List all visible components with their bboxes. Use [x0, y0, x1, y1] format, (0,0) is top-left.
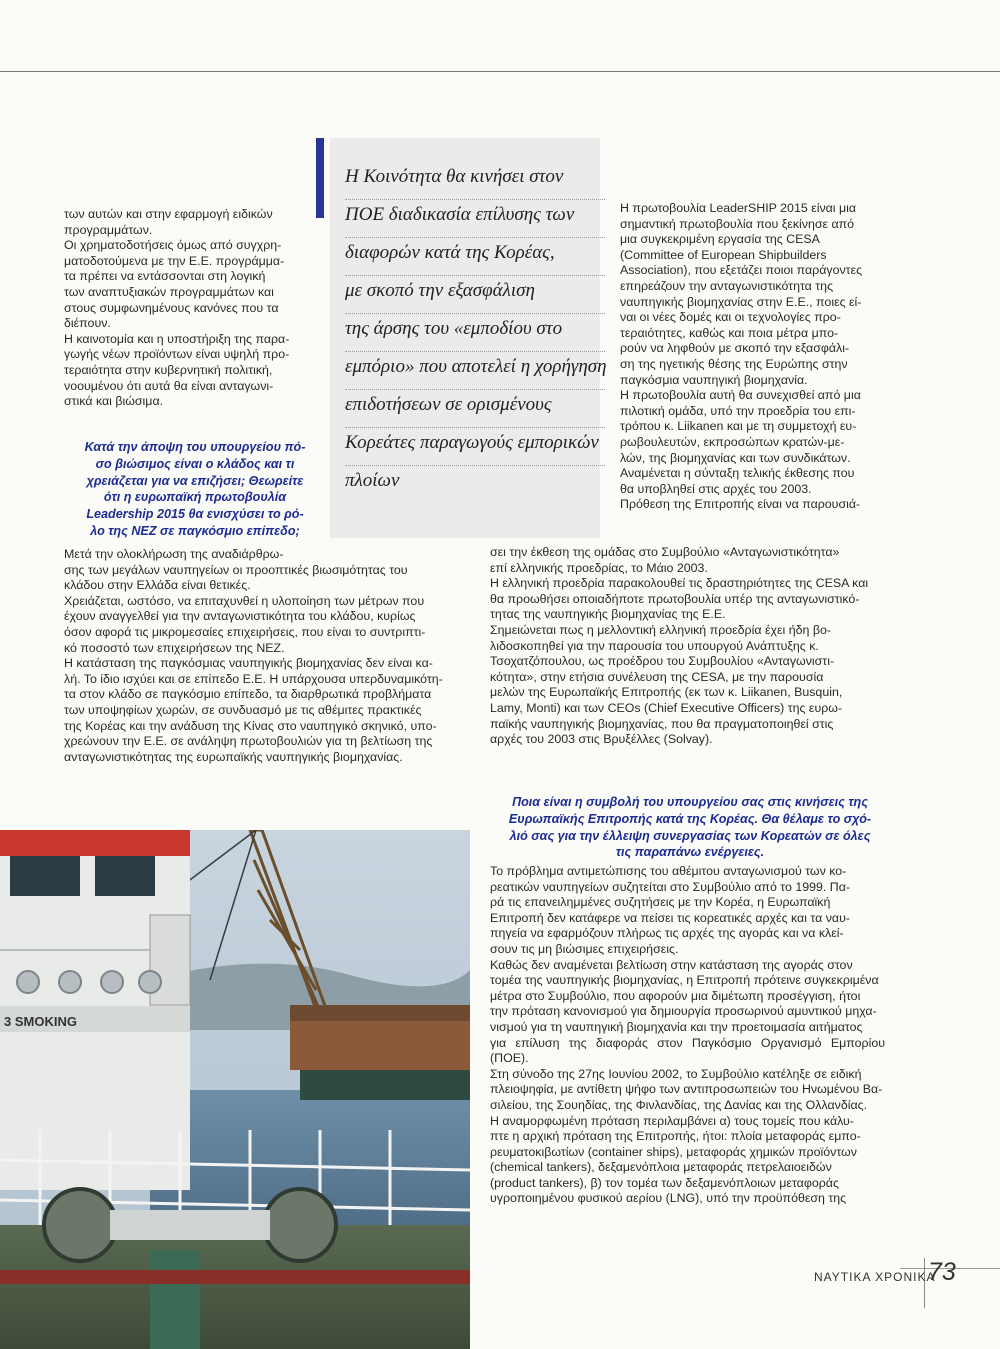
text-line: σημαντική πρωτοβουλία που ξεκίνησε από: [620, 216, 855, 231]
text-line: τητας της ναυπηγικής βιομηχανίας της Ε.Ε.: [490, 607, 726, 622]
text-line: νοουμένου ότι αυτά θα είναι ανταγωνι-: [64, 378, 274, 393]
text-line: μέτρα στο Συμβούλιο, που αφορούν μια διμέτωπη προσέγγιση, ήτοι: [490, 988, 861, 1003]
text-line: τα πρέπει να εντάσσονται στη λογική: [64, 269, 266, 284]
text-line: προγραμμάτων.: [64, 222, 153, 237]
text-line: με σκοπό την εξασφάλιση: [345, 276, 605, 314]
text-line: λιό σας για την έλλειψη συνεργασίας των Κορεατών σε όλες: [509, 828, 871, 843]
text-line: αρχές του 2003 στις Βρυξέλλες (Solvay).: [490, 732, 713, 747]
magazine-name: ΝΑΥΤΙΚΑ ΧΡΟΝΙΚΑ: [814, 1270, 936, 1284]
answer-2-text: [490, 864, 885, 1207]
text-line: των υποψηφίων χωρών, σε συνδυασμό με τις αθέμιτες πρακτικές: [64, 702, 422, 717]
text-line: σει την έκθεση της ομάδας στο Συμβούλιο «Ανταγωνιστικότητα»: [490, 545, 840, 559]
text-line: της άρσης του «εμποδίου στο: [345, 314, 605, 352]
text-line: σιλείου, της Σουηδίας, της Φινλανδίας, της Δανίας και της Ολλανδίας.: [490, 1097, 868, 1112]
text-line: Η πρωτοβουλία αυτή θα συνεχισθεί από μια: [620, 388, 861, 403]
text-line: εμπόριο» που αποτελεί η χορήγηση: [345, 352, 605, 390]
text-line: Lamy, Monti) και των CEOs (Chief Executive Officers) της ευρω-: [490, 700, 843, 715]
text-line: ματοδοτούμενα με την Ε.Ε. προγράμμα-: [64, 253, 285, 268]
text-line: ρεατικών ναυπηγείων συζητείται στο Συμβούλιο από το 1999. Πα-: [490, 879, 851, 894]
text-line: Επιτροπή δεν κατάφερε να πείσει τις κορεατικές αρχές και τα ναυ-: [490, 910, 850, 925]
text-line: παϊκής ναυπηγικής βιομηχανίας, που θα πραγματοποιηθεί στις: [490, 716, 834, 731]
text-line: ΠΟΕ διαδικασία επίλυσης των: [345, 200, 605, 238]
text-line: πτε η αρχική πρόταση της Επιτροπής, ήτοι: πλοία μεταφοράς εμπο-: [490, 1129, 861, 1144]
top-rule: [0, 71, 1000, 72]
text-line: διέπουν.: [64, 316, 111, 331]
text-line: Κατά την άποψη του υπουργείου πό-: [84, 440, 306, 454]
question-2: [490, 794, 890, 861]
text-line: των αναπτυξιακών προγραμμάτων και: [64, 284, 274, 299]
text-line: χρεώνουν την Ε.Ε. σε ανάληψη πρωτοβουλιών για τη βελτίωση της: [64, 734, 433, 749]
pull-quote-accent-bar: [316, 138, 324, 218]
text-line: Ποια είναι η συμβολή του υπουργείου σας στις κινήσεις της: [512, 795, 868, 809]
text-line: την πρόταση κανονισμού για δημιουργία προσωρινού αμυντικού μηχα-: [490, 1004, 877, 1019]
text-line: κότητα», στην ετήσια συνέλευση της CESA, με την παρουσία: [490, 669, 824, 684]
text-line: Ευρωπαϊκής Επιτροπής κατά της Κορέας. Θα θέλαμε το σχό-: [508, 811, 872, 826]
text-line: ρούν να ληφθούν με σκοπό την εξασφάλι-: [620, 341, 850, 356]
text-line: Κορεάτες παραγωγούς εμπορικών: [345, 428, 605, 466]
left-column-text: [64, 207, 309, 410]
text-line: μια συγκεκριμένη εργασία της CESA: [620, 232, 820, 247]
text-line: Καθώς δεν αναμένεται βελτίωση στην κατάσταση της αγοράς στον: [490, 957, 853, 972]
right-column-text: [620, 201, 872, 513]
text-line: Πρόθεση της Επιτροπής είναι να παρουσιά-: [620, 497, 861, 512]
ship-photo: [0, 830, 470, 1349]
text-line: ση της ηγετικής θέσης της Ευρώπης στην: [620, 356, 848, 371]
text-line: (Committee of European Shipbuilders: [620, 247, 827, 262]
text-line: στικά και βιώσιμα.: [64, 394, 164, 409]
text-line: σουν τις μη βιώσιμες επιχειρήσεις.: [490, 941, 679, 956]
text-line: κό ποσοστό των επιχειρήσεων της ΝΕΖ.: [64, 640, 285, 655]
text-line: όσον αφορά τις μικρομεσαίες επιχειρήσεις, που είναι το συντριπτι-: [64, 624, 426, 639]
text-line: λο της ΝΕΖ σε παγκόσμιο επίπεδο;: [90, 523, 300, 538]
text-line: Η κατάσταση της παγκόσμιας ναυπηγικής βιομηχανίας δεν είναι κα-: [64, 656, 433, 671]
text-line: στους συμφωνημένους κανόνες που τα: [64, 300, 279, 315]
wide-text: [490, 545, 877, 748]
text-line: τεραιότητες, καθώς και ποια μέτρα μπο-: [620, 325, 839, 340]
text-line: γωγής νέων προϊόντων είναι υψηλή προ-: [64, 347, 290, 362]
text-line: πηγεία να εφαρμόζουν πλήρως τις αρχές της αγοράς και να κλεί-: [490, 926, 844, 941]
text-line: της Κορέας και την ανάδυση της Κίνας στο ναυπηγικό σκηνικό, υπο-: [64, 718, 437, 733]
text-line: τις παραπάνω ενέργειες.: [615, 845, 765, 860]
text-line: Στη σύνοδο της 27ης Ιουνίου 2002, το Συμβούλιο κατέληξε σε ειδική: [490, 1066, 862, 1081]
text-line: ρά τις επανειλημμένες συζητήσεις με την Κορέα, η Ευρωπαϊκή: [490, 895, 831, 910]
text-line: ναι οι νέες δομές και οι τεχνολογίες προ-: [620, 310, 841, 325]
text-line: Association), που εξετάζει ποιοι παράγοντες: [620, 263, 863, 278]
text-line: Χρειάζεται, ωστόσο, να επιταχυνθεί η υλοποίηση των μέτρων που: [64, 593, 425, 608]
question-1: [70, 439, 320, 540]
text-line: λιδοσκοπηθεί για την παρουσία του υπουργού Ανάπτυξης κ.: [490, 638, 819, 653]
text-line: ανταγωνιστικότητας της ευρωπαϊκής ναυπηγικής βιομηχανίας.: [64, 749, 403, 764]
text-line: σης των μεγάλων ναυπηγείων οι προοπτικές βιωσιμότητας του: [64, 562, 408, 577]
text-line: μελών της Ευρωπαϊκής Επιτροπής (εκ των κ. Liikanen, Busquin,: [490, 685, 843, 700]
text-line: Η πρωτοβουλία LeaderSHIP 2015 είναι μια: [620, 201, 857, 215]
text-line: Η αναμορφωμένη πρόταση περιλαμβάνει α) τους τομείς που κάλυ-: [490, 1113, 854, 1128]
text-line: θα υποβληθεί στις αρχές του 2003.: [620, 481, 812, 496]
text-line: Σημειώνεται πως η μελλοντική ελληνική προεδρία έχει ήδη βο-: [490, 622, 831, 637]
text-line: σο βιώσιμος είναι ο κλάδος και τι: [95, 456, 295, 471]
text-line: επιδοτήσεων σε ορισμένους: [345, 390, 605, 428]
text-line: Leadership 2015 θα ενισχύσει το ρό-: [86, 507, 304, 522]
text-line: επί ελληνικής προεδρίας, το Μάιο 2003.: [490, 560, 708, 575]
text-line: τομέα της ναυπηγικής βιομηχανίας, η Επιτροπή πρότεινε συγκεκριμένα: [490, 973, 879, 988]
text-line: ναυπηγικής βιομηχανίας στην Ε.Ε., ποιες εί-: [620, 294, 862, 309]
text-line: έχουν αναγγελθεί για την ανταγωνιστικότητα του κλάδου, κυρίως: [64, 609, 416, 624]
answer-1-text: [64, 547, 470, 765]
text-line: των αυτών και στην εφαρμογή ειδικών: [64, 207, 273, 221]
text-line: για επίλυση της διαφοράς στον Παγκόσμιο Οργανισμό Εμπορίου (ΠΟΕ).: [490, 1035, 885, 1066]
text-line: πιλοτική ομάδα, υπό την προεδρία του επι-: [620, 403, 856, 418]
text-line: Το πρόβλημα αντιμετώπισης του αθέμιτου ανταγωνισμού των κο-: [490, 864, 847, 878]
ship-sign-text: 3 SMOKING: [4, 1014, 77, 1029]
text-line: Η Κοινότητα θα κινήσει στον: [345, 162, 605, 200]
text-line: (product tankers), β) τον τομέα των δεξαμενόπλοιων μεταφοράς: [490, 1175, 839, 1190]
text-line: παγκόσμια ναυπηγική βιομηχανία.: [620, 372, 808, 387]
text-line: Η καινοτομία και η υποστήριξη της παρα-: [64, 331, 290, 346]
text-line: Η ελληνική προεδρία παρακολουθεί τις δραστηριότητες της CESA και: [490, 576, 869, 591]
text-line: επηρεάζουν την ανταγωνιστικότητα της: [620, 278, 834, 293]
text-line: τρόπου κ. Liikanen και με τη συμμετοχή ευ-: [620, 419, 857, 434]
pull-quote: [345, 162, 605, 503]
text-line: Αναμένεται η σύνταξη τελικής έκθεσης που: [620, 466, 855, 481]
text-line: τεραιότητα στην κυβερνητική πολιτική,: [64, 362, 273, 377]
text-line: πλειοψηφία, με αντίθετη ψήφο των αντιπροσωπειών του Ηνωμένου Βα-: [490, 1082, 883, 1097]
text-line: νισμού για τη ναυπηγική βιομηχανία και την προετοιμασία αιτήματος: [490, 1019, 863, 1034]
text-line: Μετά την ολοκλήρωση της αναδιάρθρω-: [64, 547, 284, 561]
text-line: Οι χρηματοδοτήσεις όμως από συγχρη-: [64, 238, 282, 253]
text-line: χρειάζεται για να επιζήσει; Θεωρείτε: [86, 473, 304, 488]
text-line: πλοίων: [345, 470, 400, 491]
text-line: τα στον κλάδο σε παγκόσμιο επίπεδο, τα διαρθρωτικά προβλήματα: [64, 687, 432, 702]
text-line: υγροποιημένου φυσικού αερίου (LNG), υπό την προϋπόθεση της: [490, 1191, 847, 1206]
text-line: (chemical tankers), δεξαμενόπλοια μεταφοράς πετρελαιοειδών: [490, 1160, 832, 1175]
text-line: λών, της βιομηχανίας και των συνδικάτων.: [620, 450, 851, 465]
text-line: Τσοχατζόπουλου, ως προέδρου του Συμβουλίου «Ανταγωνιστι-: [490, 654, 835, 669]
text-line: θα προωθήσει οποιαδήποτε πρωτοβουλία υπέρ της ανταγωνιστικό-: [490, 591, 860, 606]
text-line: ότι η ευρωπαϊκή πρωτοβουλία: [103, 490, 287, 505]
text-line: ρωβουλευτών, εκπροσώπων κρατών-με-: [620, 434, 845, 449]
text-line: λή. Το ίδιο ισχύει και σε επίπεδο Ε.Ε. Η υπάρχουσα υπερδυναμικότη-: [64, 671, 443, 686]
text-line: κλάδου στην Ελλάδα είναι θετικές.: [64, 578, 251, 593]
page-number: 73: [928, 1258, 956, 1286]
text-line: διαφορών κατά της Κορέας,: [345, 238, 605, 276]
text-line: ρευματοκιβωτίων (container ships), μεταφοράς χημικών προϊόντων: [490, 1144, 857, 1159]
